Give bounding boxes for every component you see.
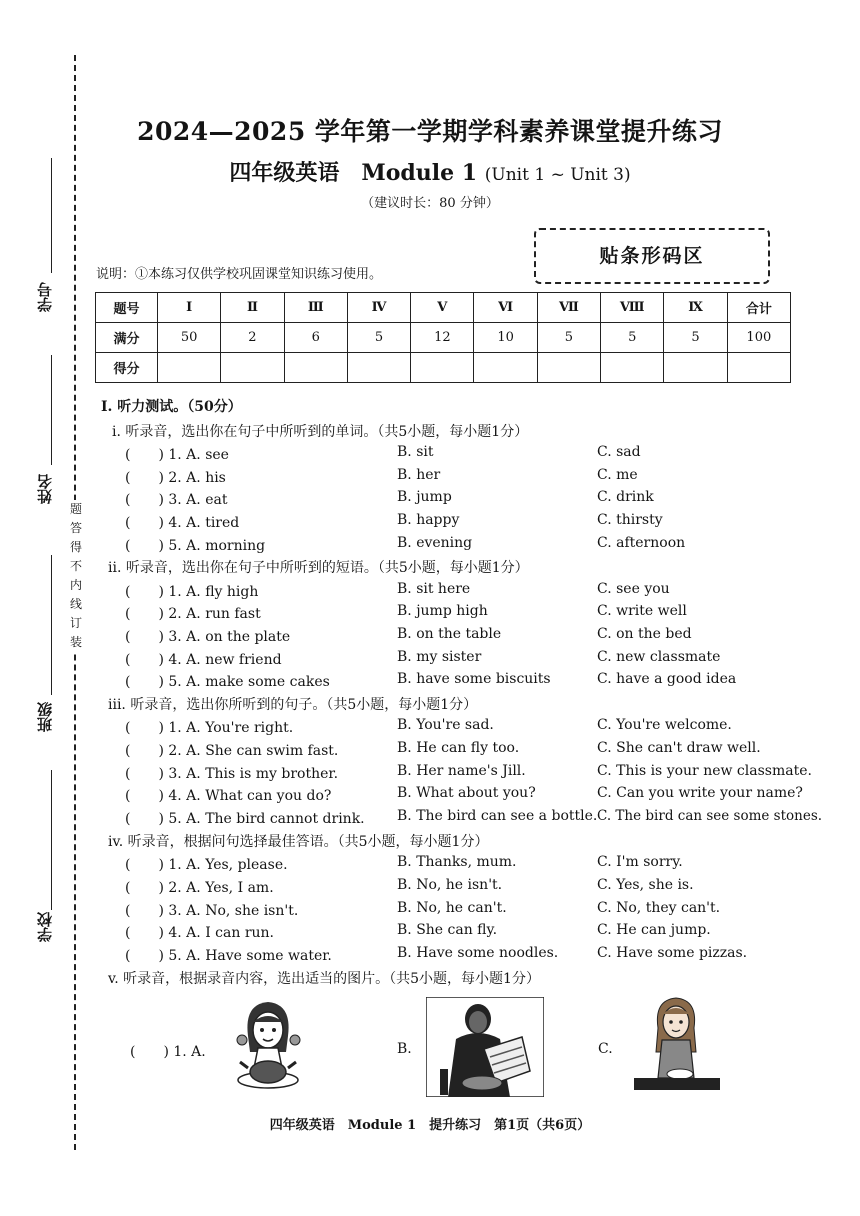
option-c[interactable]: C. sad — [597, 444, 641, 460]
picture-option-c[interactable] — [628, 994, 726, 1096]
section-title: Ⅰ. 听力测试。（50分） — [101, 399, 242, 415]
page-footer: 四年级英语 Module 1 提升练习 第1页（共6页） — [269, 1118, 591, 1133]
question-stem: ( ) 4. A. I can run. — [125, 925, 275, 941]
picture-option-b[interactable] — [426, 997, 544, 1097]
question-stem: ( ) 1. A. Yes, please. — [125, 857, 288, 873]
subtitle-units: (Unit 1 ~ Unit 3) — [484, 165, 631, 185]
question-stem: ( ) 3. A. on the plate — [125, 629, 291, 645]
option-c[interactable]: C. I'm sorry. — [597, 854, 683, 870]
page-subtitle — [0, 156, 860, 187]
score-cell[interactable] — [537, 353, 600, 383]
option-c[interactable]: C. on the bed — [597, 626, 692, 642]
option-c[interactable]: C. She can't draw well. — [597, 740, 761, 756]
name-line — [51, 355, 52, 465]
option-c[interactable]: C. see you — [597, 581, 670, 597]
score-cell[interactable] — [727, 353, 790, 383]
question-stem: ( ) 2. A. She can swim fast. — [125, 743, 339, 759]
class-line — [51, 555, 52, 695]
score-cell[interactable] — [601, 353, 664, 383]
option-b[interactable]: B. my sister — [397, 649, 482, 665]
option-b[interactable]: B. She can fly. — [397, 922, 498, 938]
option-b[interactable]: B. — [397, 1041, 412, 1057]
option-b[interactable]: B. The bird can see a bottle. — [397, 808, 598, 824]
option-c[interactable]: C. thirsty — [597, 512, 663, 528]
option-b[interactable]: B. Her name's Jill. — [397, 763, 526, 779]
class-label: 班级 — [36, 702, 54, 732]
option-b[interactable]: B. No, he isn't. — [397, 877, 503, 893]
question-stem: ( ) 2. A. Yes, I am. — [125, 880, 274, 896]
option-c[interactable]: C. — [598, 1041, 613, 1057]
school-label: 学校 — [36, 912, 54, 942]
score-cell[interactable] — [284, 353, 347, 383]
option-b[interactable]: B. jump high — [397, 603, 488, 619]
table-row: 满分 50 2 6 5 12 10 5 5 5 100 — [96, 323, 791, 353]
option-b[interactable]: B. Thanks, mum. — [397, 854, 517, 870]
option-c[interactable]: C. write well — [597, 603, 687, 619]
score-table — [95, 292, 791, 383]
question-stem: ( ) 3. A. No, she isn't. — [125, 903, 299, 919]
question-stem: ( ) 1. A. — [130, 1044, 206, 1060]
option-b[interactable]: B. sit here — [397, 581, 471, 597]
score-cell[interactable] — [221, 353, 284, 383]
option-b[interactable]: B. happy — [397, 512, 460, 528]
option-c[interactable]: C. afternoon — [597, 535, 686, 551]
option-b[interactable]: B. sit — [397, 444, 434, 460]
instruction-note: 说明：①本练习仅供学校巩固课堂知识练习使用。 — [96, 267, 383, 282]
table-row: 得分 — [96, 353, 791, 383]
question-stem: ( ) 4. A. What can you do? — [125, 788, 332, 804]
question-stem: ( ) 3. A. eat — [125, 492, 228, 508]
question-stem: ( ) 4. A. new friend — [125, 652, 282, 668]
question-stem: ( ) 1. A. see — [125, 447, 229, 463]
score-cell[interactable] — [347, 353, 410, 383]
option-c[interactable]: C. me — [597, 467, 638, 483]
option-b[interactable]: B. on the table — [397, 626, 502, 642]
option-b[interactable]: B. her — [397, 467, 441, 483]
page-title: 2024—2025 学年第一学期学科素养课堂提升练习 — [137, 117, 723, 146]
score-cell[interactable] — [664, 353, 727, 383]
question-stem: ( ) 5. A. make some cakes — [125, 674, 330, 690]
question-stem: ( ) 5. A. Have some water. — [125, 948, 332, 964]
option-c[interactable]: C. This is your new classmate. — [597, 763, 812, 779]
option-c[interactable]: C. new classmate — [597, 649, 721, 665]
option-b[interactable]: B. No, he can't. — [397, 900, 507, 916]
part-title: iii. 听录音，选出你所听到的句子。（共5小题，每小题1分） — [108, 697, 478, 713]
question-stem: ( ) 3. A. This is my brother. — [125, 766, 339, 782]
option-b[interactable]: B. What about you? — [397, 785, 536, 801]
option-b[interactable]: B. Have some noodles. — [397, 945, 559, 961]
score-cell[interactable] — [411, 353, 474, 383]
option-c[interactable]: C. Can you write your name? — [597, 785, 803, 801]
student-id-label: 学号 — [36, 282, 54, 312]
option-b[interactable]: B. You're sad. — [397, 717, 494, 733]
subtitle-main: 四年级英语 Module 1 — [229, 160, 478, 186]
option-c[interactable]: C. The bird can see some stones. — [597, 808, 823, 824]
table-row: 题号 Ⅰ Ⅱ Ⅲ Ⅳ Ⅴ Ⅵ Ⅶ Ⅷ Ⅸ 合计 — [96, 293, 791, 323]
score-cell[interactable] — [474, 353, 537, 383]
barcode-area: 贴条形码区 — [534, 228, 770, 284]
option-c[interactable]: C. Have some pizzas. — [597, 945, 748, 961]
option-c[interactable]: C. You're welcome. — [597, 717, 732, 733]
suggested-duration: （建议时长：80 分钟） — [361, 196, 499, 211]
question-stem: ( ) 5. A. morning — [125, 538, 266, 554]
option-c[interactable]: C. drink — [597, 489, 654, 505]
question-stem: ( ) 1. A. fly high — [125, 584, 259, 600]
option-b[interactable]: B. have some biscuits — [397, 671, 551, 687]
option-b[interactable]: B. He can fly too. — [397, 740, 520, 756]
question-stem: ( ) 2. A. run fast — [125, 606, 261, 622]
option-c[interactable]: C. Yes, she is. — [597, 877, 694, 893]
school-line — [51, 770, 52, 910]
name-label: 姓名 — [36, 474, 54, 504]
option-b[interactable]: B. evening — [397, 535, 473, 551]
question-stem: ( ) 5. A. The bird cannot drink. — [125, 811, 365, 827]
seal-notice: 题 答 得 不 内 线 订 装 — [66, 500, 86, 652]
part-title: ii. 听录音，选出你在句子中所听到的短语。（共5小题，每小题1分） — [108, 560, 529, 576]
question-stem: ( ) 1. A. You're right. — [125, 720, 294, 736]
option-c[interactable]: C. He can jump. — [597, 922, 711, 938]
part-title: v. 听录音，根据录音内容，选出适当的图片。（共5小题，每小题1分） — [108, 971, 540, 987]
question-stem: ( ) 4. A. tired — [125, 515, 240, 531]
part-title: i. 听录音，选出你在句子中所听到的单词。（共5小题，每小题1分） — [112, 424, 529, 440]
score-cell[interactable] — [158, 353, 221, 383]
picture-option-a[interactable] — [226, 996, 310, 1096]
option-c[interactable]: C. No, they can't. — [597, 900, 721, 916]
option-b[interactable]: B. jump — [397, 489, 452, 505]
question-stem: ( ) 2. A. his — [125, 470, 226, 486]
part-title: iv. 听录音，根据问句选择最佳答语。（共5小题，每小题1分） — [108, 834, 489, 850]
option-c[interactable]: C. have a good idea — [597, 671, 737, 687]
